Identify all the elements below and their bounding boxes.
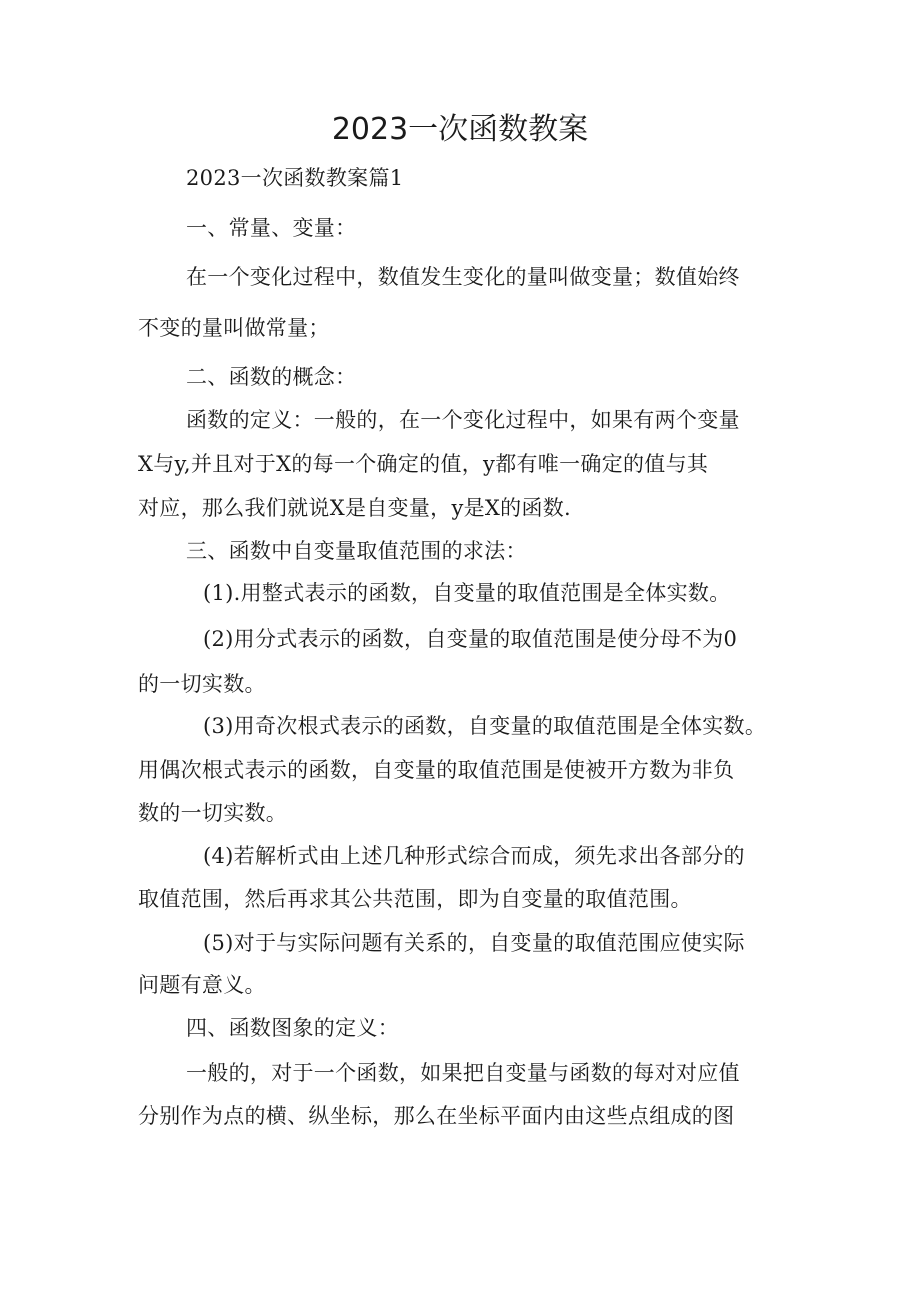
paragraph-line: 对应，那么我们就说X是自变量，y是X的函数. [138,496,572,520]
paragraph-line: 分别作为点的横、纵坐标，那么在坐标平面内由这些点组成的图 [138,1104,735,1128]
subsection-heading: 一、常量、变量： [186,216,357,240]
paragraph-line: 数的一切实数。 [138,801,288,825]
paragraph-line: 问题有意义。 [138,973,266,997]
paragraph-line: 在一个变化过程中，数值发生变化的量叫做变量；数值始终 [186,265,740,289]
document-title: 2023一次函数教案 [331,112,589,147]
subsection-heading: 二、函数的概念： [186,365,357,389]
paragraph-line: 不变的量叫做常量； [138,316,330,340]
paragraph-line: X与y,并且对于X的每一个确定的值，y都有唯一确定的值与其 [138,452,709,476]
list-item: (2)用分式表示的函数，自变量的取值范围是使分母不为0 [203,627,738,651]
list-item: (1).用整式表示的函数，自变量的取值范围是全体实数。 [203,581,731,605]
paragraph-line: 的一切实数。 [138,672,266,696]
list-item: (3)用奇次根式表示的函数，自变量的取值范围是全体实数。 [203,714,767,738]
paragraph-line: 一般的，对于一个函数，如果把自变量与函数的每对对应值 [186,1061,740,1085]
list-item: (4)若解析式由上述几种形式综合而成，须先求出各部分的 [203,844,745,868]
paragraph-line: 函数的定义：一般的，在一个变化过程中，如果有两个变量 [186,408,740,432]
list-item: (5)对于与实际问题有关系的，自变量的取值范围应使实际 [203,931,745,955]
subsection-heading: 四、函数图象的定义： [186,1016,399,1040]
paragraph-line: 取值范围，然后再求其公共范围，即为自变量的取值范围。 [138,887,692,911]
subsection-heading: 三、函数中自变量取值范围的求法： [186,539,527,563]
paragraph-line: 用偶次根式表示的函数，自变量的取值范围是使被开方数为非负 [138,758,735,782]
section-heading: 2023一次函数教案篇1 [186,166,404,190]
